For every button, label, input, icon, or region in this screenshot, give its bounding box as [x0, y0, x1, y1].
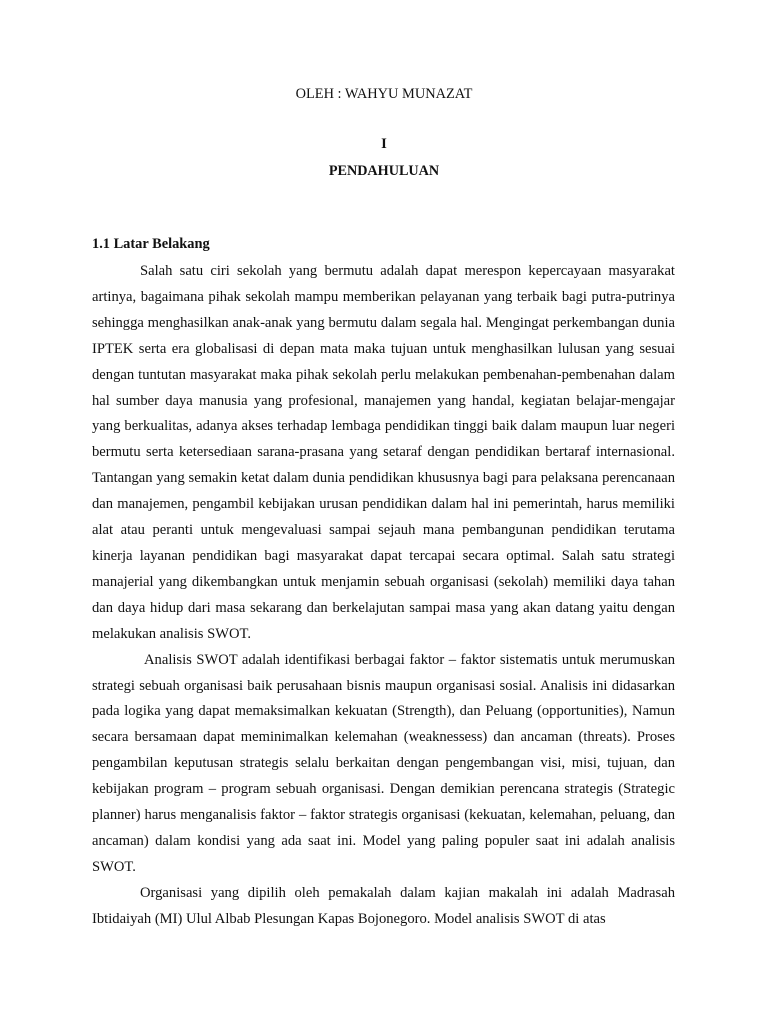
paragraph: Organisasi yang dipilih oleh pemakalah dalam kajian makalah ini adalah Madrasah Ibtidaiyah (MI) Ulul Albab Plesungan Kapas Bojonegoro. Model analisis SWOT di atas [92, 884, 675, 927]
author-line: OLEH : WAHYU MUNAZAT [295, 86, 473, 102]
paragraph: Analisis SWOT adalah identifikasi berbagai faktor – faktor sistematis untuk merumuskan strategi sebuah organisasi baik perusahaan bisnis maupun organisasi sosial. Analisis ini didasarkan pada logika yang dapat memaksimalkan kekuatan (Strength), dan Peluang (opportunities), Namun secara bersamaan dapat meminimalkan kelemahan (weaknessess) dan ancaman (threats). Proses pengambilan keputusan strategis selalu berkaitan dengan pengembangan visi, misi, tujuan, dan kebijakan program – program sebuah organisasi. Dengan demikian perencana strategis (Strategic planner) harus menganalisis faktor – faktor strategis organisasi (kekuatan, kelemahan, peluang, dan ancaman) dalam kondisi yang ada saat ini. Model yang paling populer saat ini adalah analisis SWOT. [92, 651, 675, 875]
paragraph: Salah satu ciri sekolah yang bermutu adalah dapat merespon kepercayaan masyarakat artinya, bagaimana pihak sekolah mampu memberikan pelayanan yang terbaik bagi putra-putrinya sehingga menghasilkan anak-anak yang bermutu dalam segala hal. Mengingat perkembangan dunia IPTEK serta era globalisasi di depan mata maka tujuan untuk menghasilkan lulusan yang sesuai dengan tuntutan masyarakat maka pihak sekolah perlu melakukan pembenahan-pembenahan dalam hal sumber daya manusia yang profesional, manajemen yang handal, kegiatan belajar-mengajar yang berkualitas, adanya akses terhadap lembaga pendidikan tinggi baik dalam maupun luar negeri bermutu serta ketersediaan sarana-prasana yang setaraf dengan pendidikan bertaraf internasional. Tantangan yang semakin ketat dalam dunia pendidikan khususnya bagi para pelaksana perencanaan dan manajemen, pengambil kebijakan urusan pendidikan dalam hal ini pemerintah, harus memiliki alat atau peranti untuk mengevaluasi sampai sejauh mana pembangunan pendidikan terutama kinerja layanan pendidikan bagi masyarakat dapat tercapai secara optimal. Salah satu strategi manajerial yang dikembangkan untuk menjamin sebuah organisasi (sekolah) memiliki daya tahan dan daya hidup dari masa sekarang dan berkelajutan sampai masa yang akan datang yaitu dengan melakukan analisis SWOT. [92, 263, 675, 642]
body-text [92, 259, 675, 933]
chapter-number: I [381, 136, 387, 152]
chapter-title: PENDAHULUAN [328, 163, 440, 179]
section-heading: 1.1 Latar Belakang [92, 236, 210, 252]
